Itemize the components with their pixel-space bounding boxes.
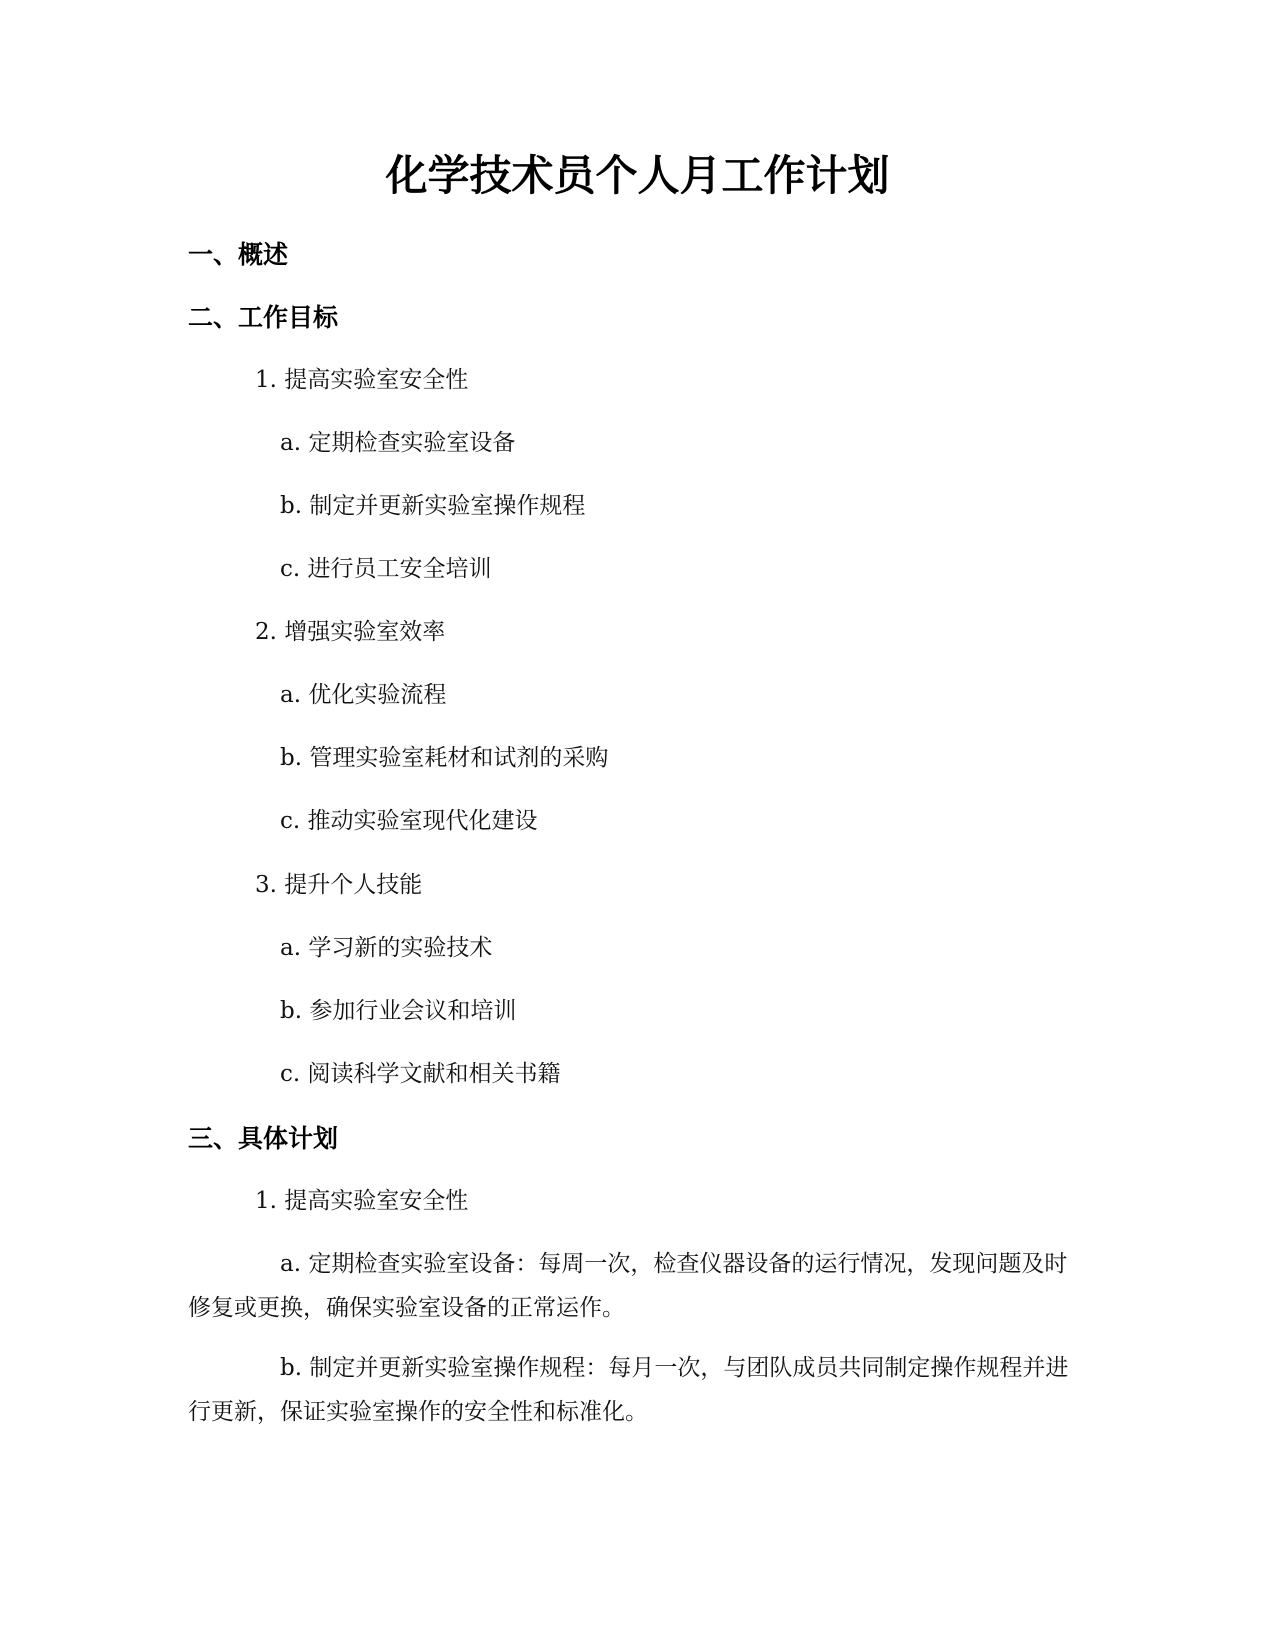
goal-subitem: a. 学习新的实验技术	[280, 935, 493, 961]
goal-subitem: b. 参加行业会议和培训	[280, 998, 517, 1024]
goal-subitem: b. 制定并更新实验室操作规程	[280, 493, 586, 519]
section-heading-overview: 一、概述	[188, 240, 289, 269]
section-heading-goals: 二、工作目标	[188, 303, 339, 332]
goal-item-3: 3. 提升个人技能	[255, 872, 423, 898]
goal-subitem: c. 推动实验室现代化建设	[280, 808, 538, 834]
section-heading-plan: 三、具体计划	[188, 1124, 339, 1153]
plan-item-1: 1. 提高实验室安全性	[255, 1188, 469, 1214]
goal-subitem: c. 阅读科学文献和相关书籍	[280, 1061, 561, 1087]
goal-subitem: c. 进行员工安全培训	[280, 556, 492, 582]
plan-paragraph: a. 定期检查实验室设备：每周一次，检查仪器设备的运行情况，发现问题及时修复或更换，确保实验室设备的正常运作。	[188, 1251, 1068, 1321]
goal-subitem: b. 管理实验室耗材和试剂的采购	[280, 745, 609, 771]
plan-paragraph: b. 制定并更新实验室操作规程：每月一次，与团队成员共同制定操作规程并进行更新，保证实验室操作的安全性和标准化。	[188, 1355, 1069, 1425]
goal-subitem: a. 优化实验流程	[280, 682, 447, 708]
goal-subitem: a. 定期检查实验室设备	[280, 430, 516, 456]
goal-item-2: 2. 增强实验室效率	[255, 619, 446, 645]
document-title: 化学技术员个人月工作计划	[385, 151, 890, 200]
goal-item-1: 1. 提高实验室安全性	[255, 367, 469, 393]
